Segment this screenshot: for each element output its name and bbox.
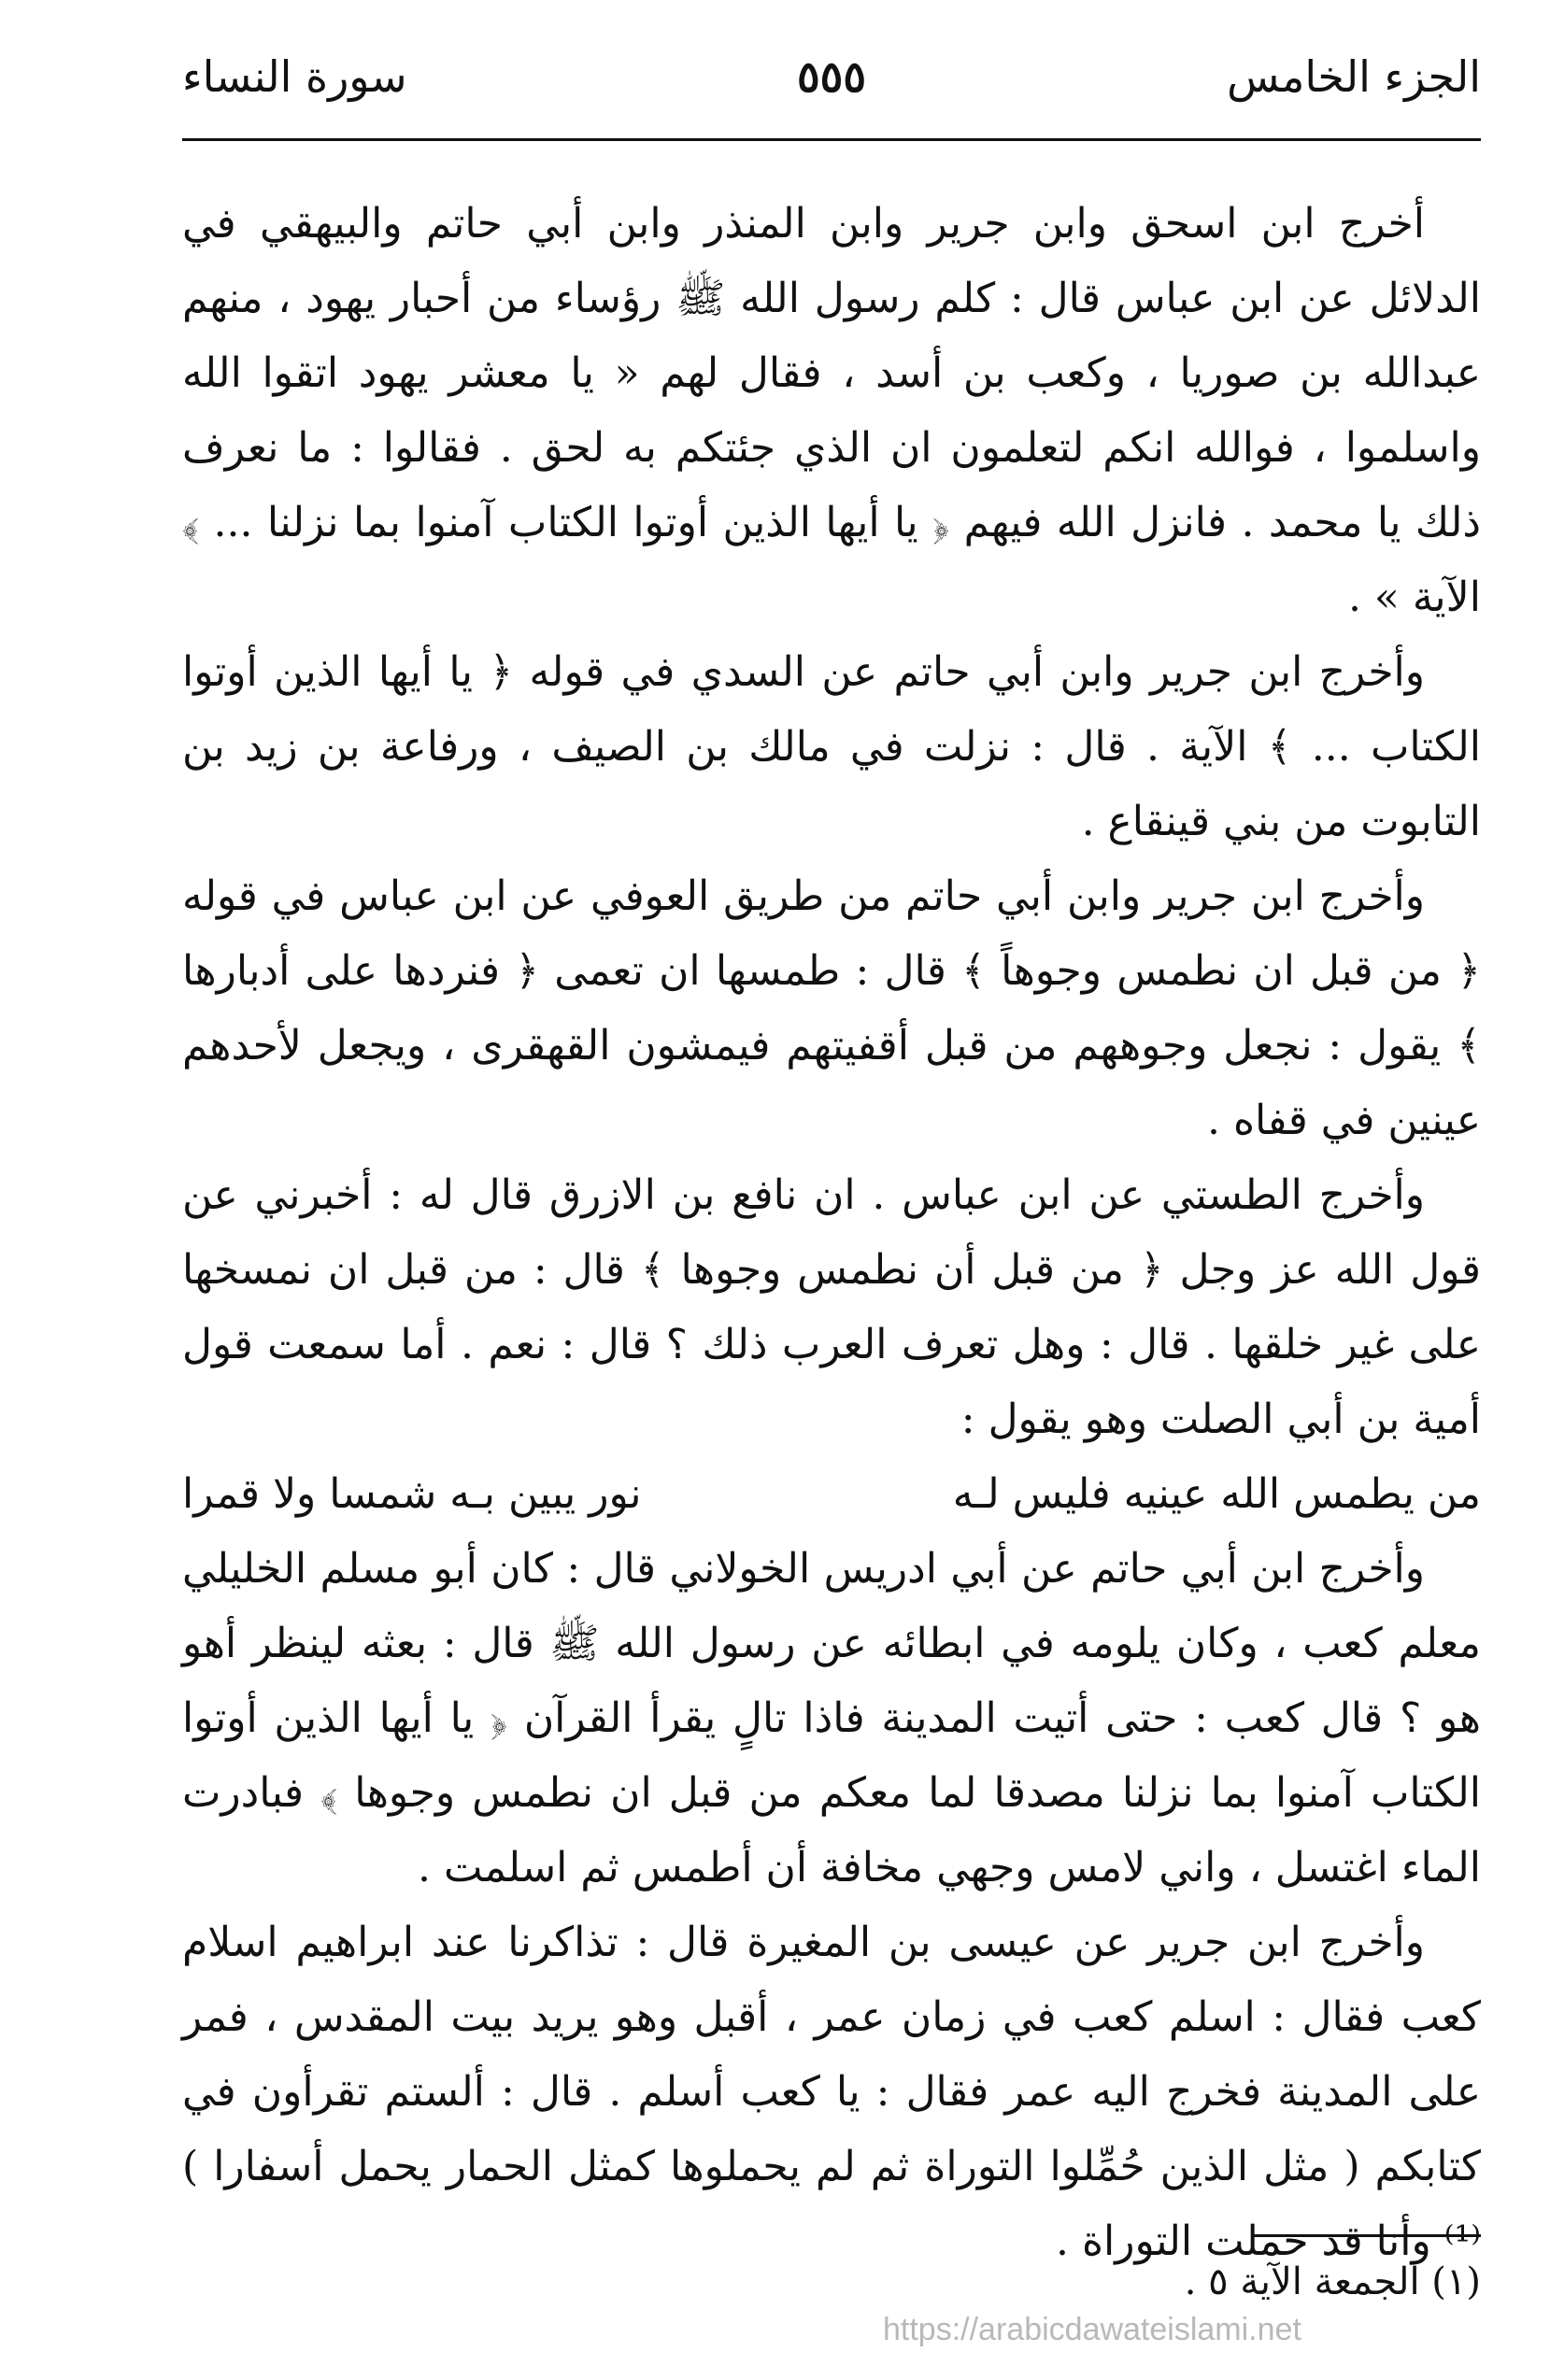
- paragraph: وأخرج ابن جرير وابن أبي حاتم عن السدي في قوله ﴿ يا أيها الذين أوتوا الكتاب ... ﴾ الآية . قال : نزلت في مالك بن الصيف ، ورفاعة بن زيد بن التابوت من بني قينقاع .: [182, 648, 1481, 845]
- paragraph: أخرج ابن اسحق وابن جرير وابن المنذر وابن أبي حاتم والبيهقي في الدلائل عن ابن عباس قال : كلم رسول الله ﷺ رؤساء من أحبار يهود ، منهم عبدالله بن صوريا ، وكعب بن أسد ، فقال لهم « يا معشر يهود اتقوا الله واسلموا ، فوالله انكم لتعلمون ان الذي جئتكم به لحق . فقالوا : ما نعرف ذلك يا محمد . فانزل الله فيهم ﴿ يا أيها الذين أوتوا الكتاب آمنوا بما نزلنا ... ﴾ الآية » .: [182, 200, 1482, 621]
- page-header: [182, 51, 1481, 117]
- paragraph: وأخرج ابن أبي حاتم عن أبي ادريس الخولاني قال : كان أبو مسلم الخليلي معلم كعب ، وكان يلومه في ابطائه عن رسول الله ﷺ قال : بعثه لينظر أهو هو ؟ قال كعب : حتى أتيت المدينة فاذا تالٍ يقرأ القرآن ﴿ يا أيها الذين أوتوا الكتاب آمنوا بما نزلنا مصدقا لما معكم من قبل ان نطمس وجوها ﴾ فبادرت الماء اغتسل ، واني لامس وجهي مخافة أن أطمس ثم اسلمت .: [182, 1545, 1481, 1891]
- paragraph: وأخرج ابن جرير عن عيسى بن المغيرة قال : تذاكرنا عند ابراهيم اسلام كعب فقال : اسلم كعب في زمان عمر ، أقبل وهو يريد بيت المقدس ، فمر على المدينة فخرج اليه عمر فقال : يا كعب أسلم . قال : ألستم تقرأون في كتابكم ( مثل الذين حُمِّلوا التوراة ثم لم يحملوها كمثل الحمار يحمل أسفارا )⁽¹⁾ وأنا قد حملت التوراة .: [182, 1919, 1482, 2265]
- verse-first-hemistich: من يطمس الله عينيه فليس لـه: [952, 1470, 1481, 1518]
- paragraph: وأخرج الطستي عن ابن عباس . ان نافع بن الازرق قال له : أخبرني عن قول الله عز وجل ﴿ من قبل أن نطمس وجوها ﴾ قال : من قبل ان نمسخها على غير خلقها . قال : وهل تعرف العرب ذلك ؟ قال : نعم . أما سمعت قول أمية بن أبي الصلت وهو يقول :: [182, 1171, 1481, 1443]
- footnote-divider: [1252, 2234, 1481, 2237]
- footnote: (١) الجمعة الآية ٥ .: [1184, 2260, 1481, 2303]
- verse-second-hemistich: نور يبين بـه شمسا ولا قمرا: [182, 1470, 642, 1518]
- watermark-url: https://arabicdawateislami.net: [883, 2312, 1301, 2347]
- page-number: ٥٥٥: [796, 51, 867, 102]
- poetry-verse: [182, 1457, 1481, 1532]
- header-divider: [182, 138, 1481, 141]
- paragraph: وأخرج ابن جرير وابن أبي حاتم من طريق العوفي عن ابن عباس في قوله ﴿ من قبل ان نطمس وجوهاً ﴾ قال : طمسها ان تعمى ﴿ فنردها على أدبارها ﴾ يقول : نجعل وجوههم من قبل أقفيتهم فيمشون القهقرى ، ويجعل لأحدهم عينين في قفاه .: [182, 872, 1481, 1144]
- main-text: [182, 187, 1481, 2279]
- part-title: الجزء الخامس: [1227, 51, 1481, 102]
- surah-title: سورة النساء: [182, 51, 407, 102]
